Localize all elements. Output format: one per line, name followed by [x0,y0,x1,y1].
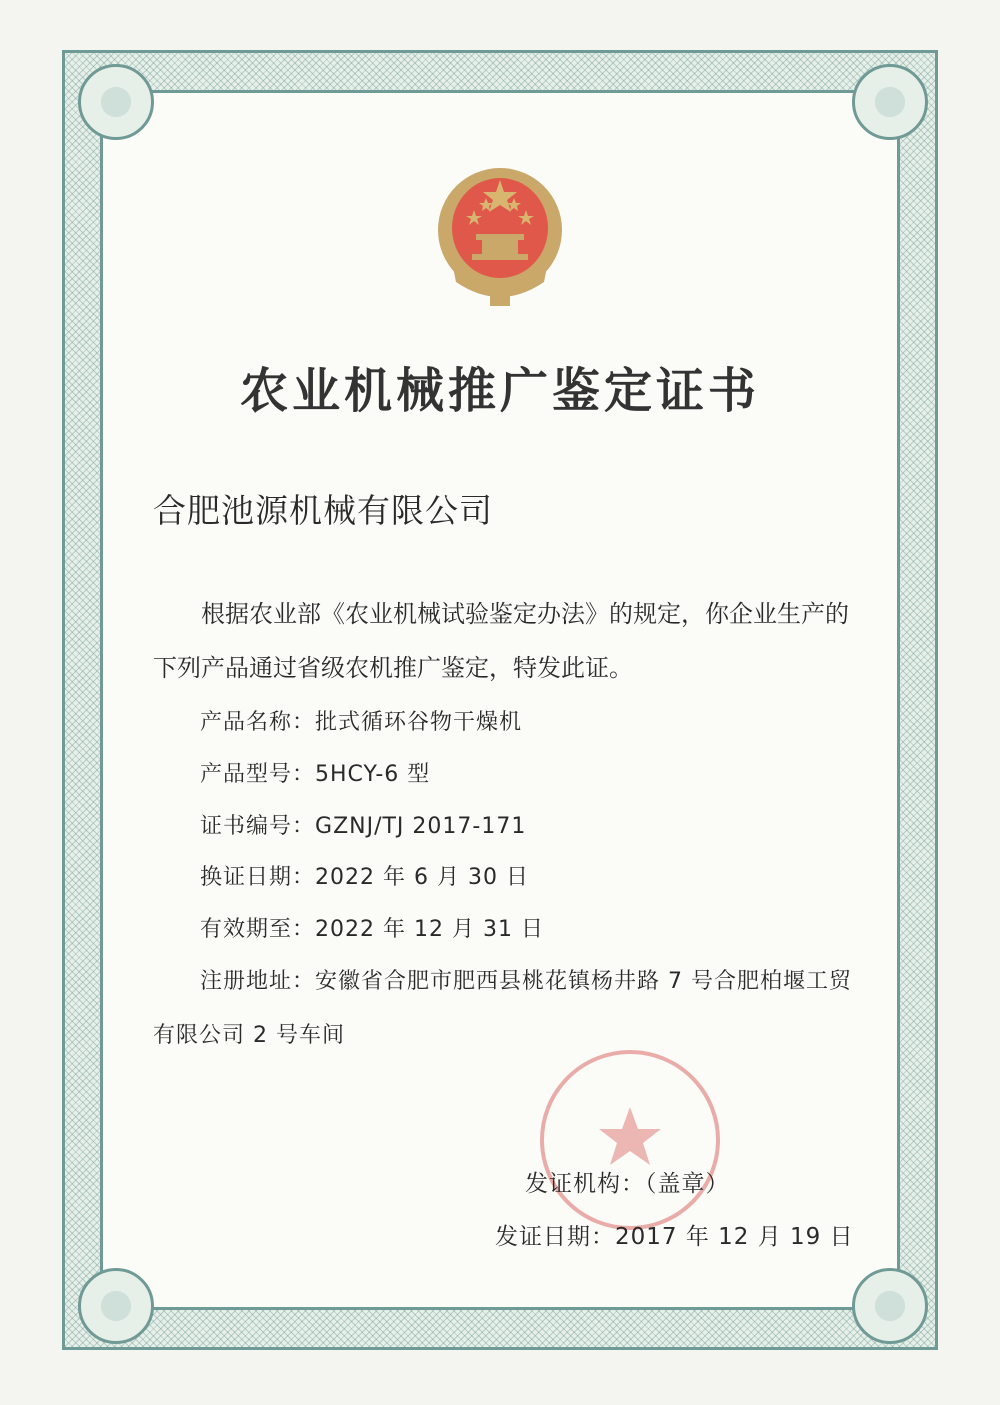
field-value: 2022 年 12 月 31 日 [315,917,544,942]
field-value: 安徽省合肥市肥西县桃花镇杨井路 7 号合肥柏堰工贸有限公司 2 号车间 [153,969,853,1048]
certificate-title: 农业机械推广鉴定证书 [239,363,760,419]
company-name: 合肥池源机械有限公司 [153,491,493,530]
field-product-model [200,757,430,788]
field-value: 批式循环谷物干燥机 [315,710,523,735]
field-label: 注册地址： [200,969,316,994]
field-product-name [200,705,522,736]
certificate-statement: 根据农业部《农业机械试验鉴定办法》的规定，你企业生产的下列产品通过省级农机推广鉴定，特发此证。 [153,600,849,682]
field-renewal-date [200,860,529,891]
field-label: 有效期至： [200,917,316,942]
issuing-authority: 发证机构：（盖章） [525,1171,730,1197]
issue-date [495,1218,854,1251]
corner-ornament [78,64,154,140]
field-label: 换证日期： [200,865,316,890]
field-label: 证书编号： [200,814,316,839]
field-value: 5HCY-6 型 [315,762,431,787]
official-seal-icon [535,1045,725,1235]
issue-date-value: 2017 年 12 月 19 日 [615,1224,854,1250]
field-valid-until [200,912,544,943]
field-value: GZNJ/TJ 2017-171 [315,814,527,839]
corner-ornament [852,64,928,140]
corner-ornament [78,1268,154,1344]
national-emblem-icon [432,162,568,312]
field-label: 产品型号： [200,762,316,787]
field-certificate-number [200,809,526,840]
field-registered-address [153,955,858,1063]
issue-date-label: 发证日期： [495,1224,615,1250]
corner-ornament [852,1268,928,1344]
field-value: 2022 年 6 月 30 日 [315,865,529,890]
field-label: 产品名称： [200,710,316,735]
